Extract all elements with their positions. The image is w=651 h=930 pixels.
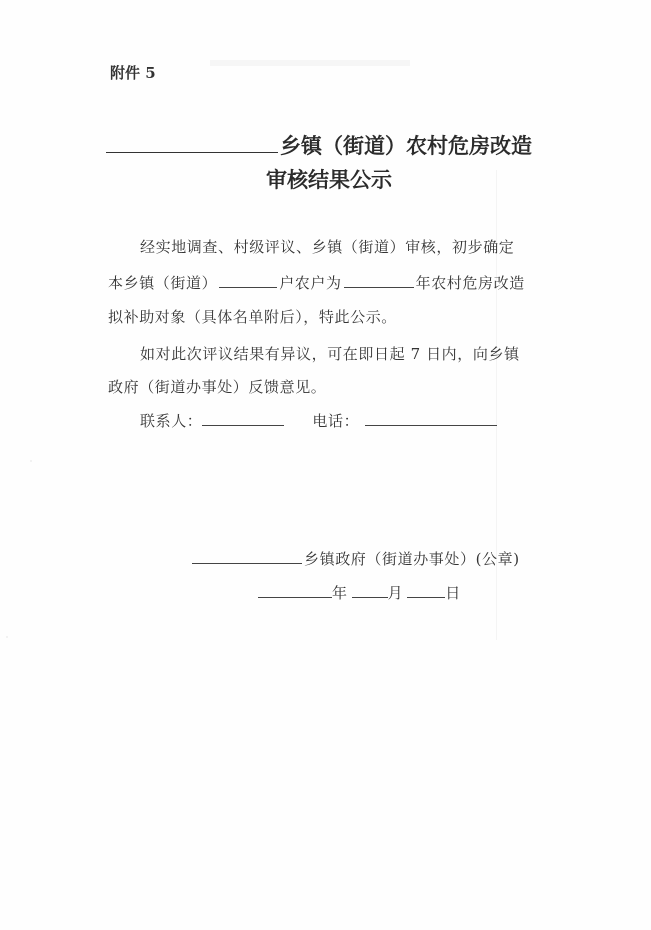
title-line-1	[106, 130, 532, 160]
date-day-blank[interactable]	[407, 583, 445, 598]
signature-org-text: 乡镇政府（街道办事处）(公章)	[304, 550, 520, 568]
contact-label: 联系人：	[140, 412, 203, 430]
phone-blank[interactable]	[365, 411, 497, 426]
date-year-blank[interactable]	[258, 583, 332, 598]
scan-artifact	[210, 60, 410, 66]
signature-org-line	[192, 548, 520, 569]
date-month-blank[interactable]	[352, 583, 388, 598]
scan-artifact	[6, 636, 8, 638]
township-name-blank[interactable]	[106, 134, 278, 153]
title-line-2: 审核结果公示	[266, 167, 392, 192]
p2-text-c: 年农村危房改造	[415, 274, 525, 292]
date-day-label: 日	[445, 584, 461, 602]
paragraph-1-line-3: 拟补助对象（具体名单附后），特此公示。	[108, 308, 397, 326]
household-count-blank[interactable]	[219, 273, 277, 288]
title-line-1-text: 乡镇（街道）农村危房改造	[280, 133, 532, 158]
scan-artifact	[30, 460, 32, 462]
p2-text-a: 本乡镇（街道）	[108, 274, 218, 292]
attachment-label: 附件 5	[110, 64, 156, 82]
date-month-label: 月	[387, 584, 404, 602]
contact-blank[interactable]	[202, 411, 284, 426]
p2-text-b: 户农户为	[279, 274, 342, 292]
paragraph-2-line-2: 政府（街道办事处）反馈意见。	[108, 378, 327, 396]
contact-line	[140, 410, 497, 431]
paragraph-1-line-1: 经实地调查、村级评议、乡镇（街道）审核，初步确定	[140, 238, 515, 256]
phone-label: 电话：	[312, 412, 360, 430]
date-year-label: 年	[332, 584, 348, 602]
paragraph-1-line-2	[108, 272, 525, 293]
signature-township-blank[interactable]	[192, 549, 302, 564]
paragraph-2-line-1: 如对此次评议结果有异议，可在即日起 7 日内，向乡镇	[140, 345, 520, 363]
date-line	[258, 582, 461, 603]
year-blank[interactable]	[344, 273, 414, 288]
